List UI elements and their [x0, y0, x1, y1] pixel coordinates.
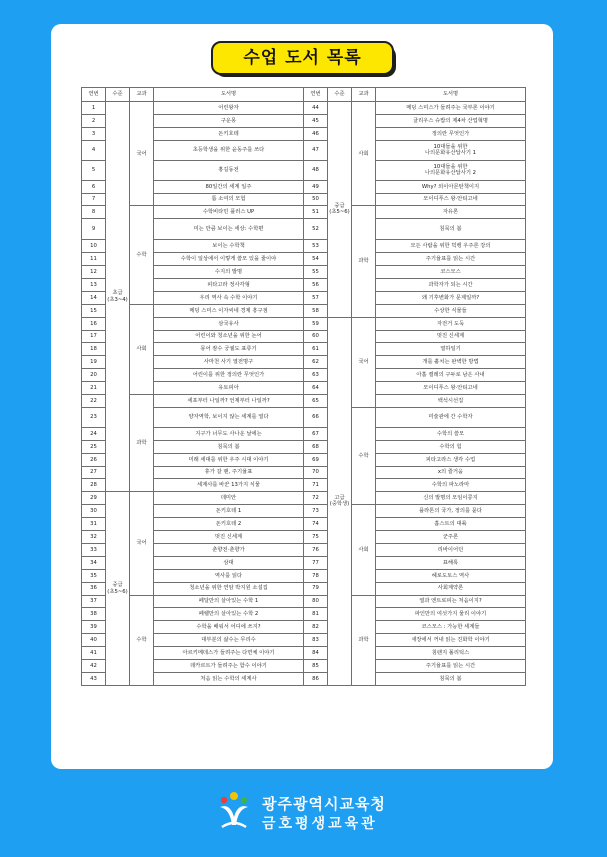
row-number: 29 [82, 492, 106, 505]
row-number: 62 [304, 356, 328, 369]
subject-cell: 사회 [352, 505, 376, 595]
row-number: 24 [82, 427, 106, 440]
book-title: 침묵의 봄 [376, 672, 526, 685]
row-number: 41 [82, 647, 106, 660]
row-number: 73 [304, 505, 328, 518]
header-book: 도서명 [376, 88, 526, 102]
book-title: 군주론 [376, 531, 526, 544]
row-number: 4 [82, 140, 106, 160]
book-title: 페달만의 살아있는 수학 1 [154, 595, 304, 608]
book-title: 신의 발명의 모임이콩지 [376, 492, 526, 505]
book-title: 청소년을 위한 연암 박지원 소설집 [154, 582, 304, 595]
book-title: 어린왕자 [154, 102, 304, 115]
book-title: 백석시선집 [376, 395, 526, 408]
row-number: 78 [304, 569, 328, 582]
book-title: 미술관에 간 수학자 [376, 407, 526, 427]
subject-cell: 국어 [130, 102, 154, 206]
row-number: 68 [304, 440, 328, 453]
book-title: 보이는 수학책 [154, 240, 304, 253]
book-title: 수학의 파노라마 [376, 479, 526, 492]
book-title: 수학의 쓸모 [376, 427, 526, 440]
header-subject: 교과 [130, 88, 154, 102]
row-number: 53 [304, 240, 328, 253]
title-banner [211, 41, 396, 75]
row-number: 21 [82, 382, 106, 395]
header-no: 연번 [304, 88, 328, 102]
level-cell: 중급 (초5~6) [328, 102, 352, 318]
row-number: 69 [304, 453, 328, 466]
row-number: 8 [82, 206, 106, 219]
book-title: 10대들을 위한 나의문화유산답사기 2 [376, 160, 526, 180]
book-title: 클리우스 슈밥의 제4차 산업혁명 [376, 114, 526, 127]
row-number: 39 [82, 621, 106, 634]
row-number: 48 [304, 160, 328, 180]
row-number: 36 [82, 582, 106, 595]
book-title: 세계사를 바꾼 13가지 식물 [154, 479, 304, 492]
row-number: 60 [304, 330, 328, 343]
footer-org-1: 광주광역시교육청 [262, 795, 386, 813]
book-title: 침팬지 폴리틱스 [376, 647, 526, 660]
row-number: 16 [82, 317, 106, 330]
subject-cell: 수학 [352, 407, 376, 504]
row-number: 32 [82, 531, 106, 544]
book-title: 코스모스 [376, 266, 526, 279]
book-title: 양자역학, 보이지 않는 세계를 열다 [154, 407, 304, 427]
book-title: 파인만의 여섯가지 물리 이야기 [376, 608, 526, 621]
row-number: 55 [304, 266, 328, 279]
book-title: 과학자가 되는 시간 [376, 279, 526, 292]
book-title: 피타고라스 생각 수업 [376, 453, 526, 466]
row-number: 72 [304, 492, 328, 505]
book-title: 침묵의 봄 [154, 440, 304, 453]
book-title: 리바이어던 [376, 543, 526, 556]
book-title: 지구가 너무도 사나운 날에는 [154, 427, 304, 440]
row-number: 83 [304, 634, 328, 647]
book-title: 피타고라 정사각형 [154, 279, 304, 292]
book-title: 수상한 식물들 [376, 304, 526, 317]
table-row [82, 595, 526, 608]
book-title: 어린이를 위한 정의란 무엇인가 [154, 369, 304, 382]
book-title: 플라톤의 국가, 정의를 묻다 [376, 505, 526, 518]
book-title: 수학의 힘 [376, 440, 526, 453]
book-title: 코스모스 : 가능한 세계들 [376, 621, 526, 634]
subject-cell: 사회 [352, 102, 376, 206]
row-number: 25 [82, 440, 106, 453]
row-number: 42 [82, 659, 106, 672]
row-number: 46 [304, 127, 328, 140]
row-number: 26 [82, 453, 106, 466]
book-title: 돈키호테 [154, 127, 304, 140]
book-title: 데미안 [154, 492, 304, 505]
row-number: 79 [304, 582, 328, 595]
table-row [82, 395, 526, 408]
row-number: 49 [304, 180, 328, 193]
row-number: 33 [82, 543, 106, 556]
book-title: 메딩 스미스 이자씨네 경제 흥구점 [154, 304, 304, 317]
book-title: 홉스트의 대륙 [376, 518, 526, 531]
row-number: 59 [304, 317, 328, 330]
row-number: 61 [304, 343, 328, 356]
row-number: 31 [82, 518, 106, 531]
row-number: 45 [304, 114, 328, 127]
book-title: 초등학생을 위한 윤동주를 쓰다 [154, 140, 304, 160]
row-number: 9 [82, 219, 106, 240]
level-cell: 중급 (초5~6) [106, 492, 130, 685]
row-number: 77 [304, 556, 328, 569]
book-title: 홍길동전 [154, 160, 304, 180]
book-title: 열과 엔트로피는 처음이지? [376, 595, 526, 608]
book-title: Why? 외이아몬탄책이지 [376, 180, 526, 193]
book-title: 삼대 [154, 556, 304, 569]
row-number: 84 [304, 647, 328, 660]
subject-cell: 과학 [130, 395, 154, 492]
row-number: 50 [304, 193, 328, 206]
row-number: 2 [82, 114, 106, 127]
subject-cell: 국어 [130, 492, 154, 595]
row-number: 52 [304, 219, 328, 240]
book-title: 개를 훔치는 완벽한 방법 [376, 356, 526, 369]
row-number: 20 [82, 369, 106, 382]
row-number: 19 [82, 356, 106, 369]
book-title: 돈키호테 1 [154, 505, 304, 518]
education-office-logo-icon [216, 791, 252, 829]
book-title: 왜 기후변화가 문제일까? [376, 291, 526, 304]
row-number: 58 [304, 304, 328, 317]
book-title: 우리 역사 속 수학 이야기 [154, 291, 304, 304]
row-number: 17 [82, 330, 106, 343]
row-number: 34 [82, 556, 106, 569]
row-number: 43 [82, 672, 106, 685]
book-title: 수지의 발명 [154, 266, 304, 279]
row-number: 38 [82, 608, 106, 621]
book-title: 멋진 신세계 [376, 330, 526, 343]
book-title: 10대들을 위한 나의문화유산답사기 1 [376, 140, 526, 160]
book-title: 어린이와 청소년을 위한 논어 [154, 330, 304, 343]
book-title: 몽어 잠수 궁궐도 표류기 [154, 343, 304, 356]
header-subject: 교과 [352, 88, 376, 102]
book-title: 표해록 [376, 556, 526, 569]
book-title: 자전거 도둑 [376, 317, 526, 330]
header-book: 도서명 [154, 88, 304, 102]
book-title: 멋진 신세계 [154, 531, 304, 544]
book-title: 새장에서 꺼내 읽는 진화학 이야기 [376, 634, 526, 647]
row-number: 15 [82, 304, 106, 317]
subject-cell: 사회 [130, 304, 154, 394]
book-title: 아르키메데스가 들려주는 다면체 이야기 [154, 647, 304, 660]
table-row [82, 492, 526, 505]
book-title: 아홉 켤레의 구두로 남은 사내 [376, 369, 526, 382]
table-header-row [82, 88, 526, 102]
book-title: 대부분의 삶수는 무리수 [154, 634, 304, 647]
row-number: 64 [304, 382, 328, 395]
row-number: 57 [304, 291, 328, 304]
row-number: 7 [82, 193, 106, 206]
row-number: 54 [304, 253, 328, 266]
subject-cell: 수학 [130, 595, 154, 685]
row-number: 27 [82, 466, 106, 479]
book-title: 침묵의 봄 [376, 219, 526, 240]
row-number: 37 [82, 595, 106, 608]
table-row [82, 102, 526, 115]
book-title: 열하일기 [376, 343, 526, 356]
row-number: 30 [82, 505, 106, 518]
header-level: 수준 [106, 88, 130, 102]
page-title: 수업 도서 목록 [211, 41, 394, 75]
book-title: 모이디푸스 왕·안티고네 [376, 193, 526, 206]
subject-cell: 국어 [352, 317, 376, 407]
row-number: 75 [304, 531, 328, 544]
book-title: 수학비타민 플러스 UP [154, 206, 304, 219]
row-number: 82 [304, 621, 328, 634]
row-number: 28 [82, 479, 106, 492]
book-title: 수학을 배워서 어디에 쓰지? [154, 621, 304, 634]
row-number: 74 [304, 518, 328, 531]
book-title: 데카르트가 들려주는 함수 이야기 [154, 659, 304, 672]
row-number: 3 [82, 127, 106, 140]
row-number: 14 [82, 291, 106, 304]
row-number: 18 [82, 343, 106, 356]
row-number: 85 [304, 659, 328, 672]
book-title: 메딩 스미스가 들려주는 국부론 이야기 [376, 102, 526, 115]
book-title: 사회계약론 [376, 582, 526, 595]
book-title: 사마천 사기 열전명구 [154, 356, 304, 369]
row-number: 51 [304, 206, 328, 219]
row-number: 80 [304, 595, 328, 608]
footer-org-2: 금호평생교육관 [262, 816, 378, 832]
row-number: 56 [304, 279, 328, 292]
book-title: 주기율표를 읽는 시간 [376, 659, 526, 672]
row-number: 23 [82, 407, 106, 427]
row-number: 5 [82, 160, 106, 180]
book-title: x의 즐거움 [376, 466, 526, 479]
row-number: 65 [304, 395, 328, 408]
row-number: 12 [82, 266, 106, 279]
book-title: 모이디푸스 왕·안티고네 [376, 382, 526, 395]
row-number: 44 [304, 102, 328, 115]
level-cell: 초급 (초3~4) [106, 102, 130, 492]
book-title: 자유론 [376, 206, 526, 219]
book-title: 삼국유사 [154, 317, 304, 330]
book-title: 처음 읽는 수학의 세계사 [154, 672, 304, 685]
row-number: 76 [304, 543, 328, 556]
row-number: 86 [304, 672, 328, 685]
book-title: 미래 세대를 위한 우주 시대 이야기 [154, 453, 304, 466]
book-title: 모든 사람을 위한 빅뱅 우주론 강의 [376, 240, 526, 253]
row-number: 70 [304, 466, 328, 479]
subject-cell: 과학 [352, 595, 376, 685]
book-title: 주기율표를 읽는 시간 [376, 253, 526, 266]
row-number: 40 [82, 634, 106, 647]
row-number: 1 [82, 102, 106, 115]
row-number: 22 [82, 395, 106, 408]
book-title: 정의란 무엇인가 [376, 127, 526, 140]
book-list-table [81, 87, 526, 686]
book-title: 80일간의 세계 일주 [154, 180, 304, 193]
row-number: 47 [304, 140, 328, 160]
header-level: 수준 [328, 88, 352, 102]
header-no: 연번 [82, 88, 106, 102]
row-number: 35 [82, 569, 106, 582]
row-number: 11 [82, 253, 106, 266]
book-title: 돈키호테 2 [154, 518, 304, 531]
book-title: 페렐만의 살아있는 수학 2 [154, 608, 304, 621]
book-title: 세포부터 나일까? 언제부터 나일까? [154, 395, 304, 408]
footer [216, 789, 416, 833]
book-title: 춘향전·춘향가 [154, 543, 304, 556]
subject-cell: 과학 [352, 206, 376, 317]
row-number: 10 [82, 240, 106, 253]
table-row [82, 304, 526, 317]
level-cell: 고급 (중학생) [328, 317, 352, 685]
row-number: 63 [304, 369, 328, 382]
row-number: 67 [304, 427, 328, 440]
subject-cell: 수학 [130, 206, 154, 304]
book-title: 헤로도토스 역사 [376, 569, 526, 582]
book-title: 미는 만큼 보이는 세상: 수학편 [154, 219, 304, 240]
book-title: 유토피아 [154, 382, 304, 395]
row-number: 71 [304, 479, 328, 492]
book-title: 역사를 읽다 [154, 569, 304, 582]
row-number: 6 [82, 180, 106, 193]
book-title: 휴가 갈 땐, 주기율표 [154, 466, 304, 479]
book-title: 수학이 일상에서 이렇게 쓸모 있을 줄이야 [154, 253, 304, 266]
book-title: 구운몽 [154, 114, 304, 127]
row-number: 13 [82, 279, 106, 292]
book-title: 톰 소여의 모험 [154, 193, 304, 206]
row-number: 66 [304, 407, 328, 427]
row-number: 81 [304, 608, 328, 621]
table-row [82, 206, 526, 219]
